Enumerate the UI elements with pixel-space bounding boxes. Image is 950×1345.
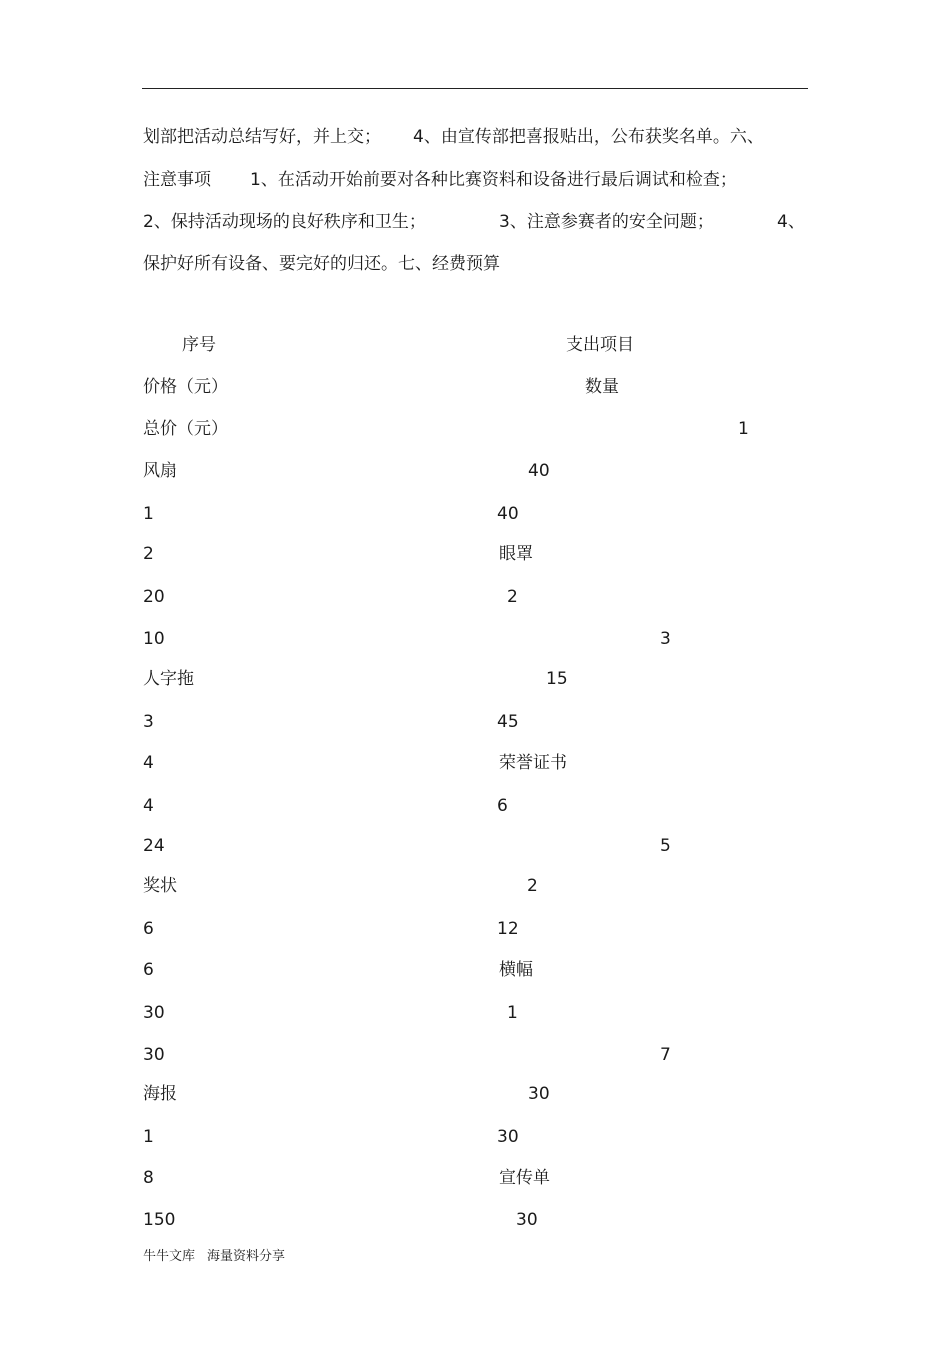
table-cell: 6 [143, 919, 154, 939]
table-header-item: 支出项目 [566, 335, 634, 355]
footer-slogan: 海量资料分享 [207, 1249, 286, 1264]
body-line-1b: 4、由宣传部把喜报贴出，公布获奖名单。六、 [413, 127, 764, 147]
table-cell: 7 [660, 1045, 671, 1065]
table-cell: 10 [143, 629, 165, 649]
body-line-2a: 注意事项 [143, 170, 211, 190]
body-line-3a: 2、保持活动现场的良好秩序和卫生； [143, 212, 426, 232]
table-cell: 30 [143, 1045, 165, 1065]
table-cell: 24 [143, 836, 165, 856]
body-line-4: 保护好所有设备、要完好的归还。七、经费预算 [143, 254, 500, 274]
table-cell: 眼罩 [499, 544, 533, 564]
table-cell: 奖状 [143, 876, 177, 896]
body-line-3c: 4、 [777, 212, 805, 232]
table-cell: 2 [527, 876, 538, 896]
table-cell: 2 [507, 587, 518, 607]
table-cell: 6 [497, 796, 508, 816]
table-header-qty: 数量 [585, 377, 619, 397]
table-cell: 风扇 [143, 461, 177, 481]
table-cell: 30 [528, 1084, 550, 1104]
table-cell: 1 [507, 1003, 518, 1023]
table-cell: 1 [143, 1127, 154, 1147]
table-cell: 150 [143, 1210, 176, 1230]
table-cell: 横幅 [499, 960, 533, 980]
footer-brand: 牛牛文库 [143, 1249, 196, 1264]
table-cell: 人字拖 [143, 669, 194, 689]
table-cell: 6 [143, 960, 154, 980]
table-cell: 15 [546, 669, 568, 689]
table-cell: 荣誉证书 [499, 753, 567, 773]
table-cell: 12 [497, 919, 519, 939]
table-cell: 海报 [143, 1084, 177, 1104]
table-cell: 8 [143, 1168, 154, 1188]
table-cell: 45 [497, 712, 519, 732]
table-cell: 30 [516, 1210, 538, 1230]
table-header-seq: 序号 [182, 335, 216, 355]
header-rule [142, 88, 808, 89]
table-cell: 1 [143, 504, 154, 524]
body-line-2b: 1、在活动开始前要对各种比赛资料和设备进行最后调试和检查； [250, 170, 737, 190]
table-cell: 4 [143, 753, 154, 773]
body-line-3b: 3、注意参赛者的安全问题； [499, 212, 714, 232]
table-cell: 1 [738, 419, 749, 439]
table-cell: 20 [143, 587, 165, 607]
page-footer [143, 1248, 285, 1266]
table-cell: 3 [143, 712, 154, 732]
table-cell: 5 [660, 836, 671, 856]
table-cell: 40 [528, 461, 550, 481]
table-cell: 30 [497, 1127, 519, 1147]
table-cell: 4 [143, 796, 154, 816]
body-line-1a: 划部把活动总结写好，并上交； [143, 127, 381, 147]
table-cell: 宣传单 [499, 1168, 550, 1188]
table-header-total: 总价（元） [143, 419, 228, 439]
table-cell: 3 [660, 629, 671, 649]
table-cell: 40 [497, 504, 519, 524]
table-cell: 2 [143, 544, 154, 564]
table-cell: 30 [143, 1003, 165, 1023]
table-header-price: 价格（元） [143, 377, 228, 397]
